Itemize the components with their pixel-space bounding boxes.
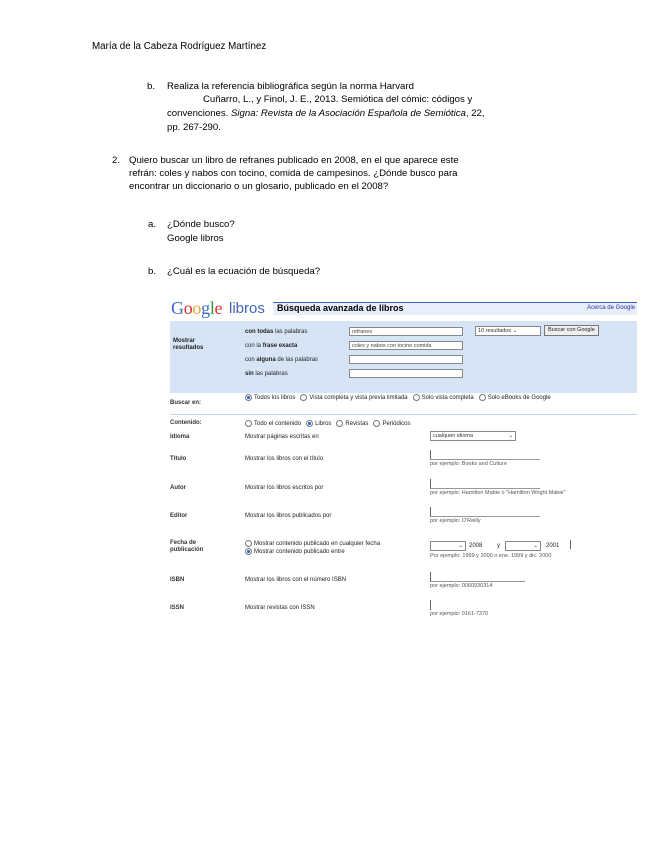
buscar-en-options: Todos los libros Vista completa y vista previa limitada Solo vista completa Solo eBooks de Google — [245, 394, 635, 402]
libros-wordmark: libros — [229, 300, 265, 317]
chevron-down-icon: ⌄ — [458, 543, 463, 549]
to-year[interactable]: 2001 — [546, 543, 560, 549]
chevron-down-icon: ⌄ — [508, 433, 513, 439]
reference-volume: , 22, — [465, 108, 485, 119]
question-b: ¿Cuál es la ecuación de búsqueda? — [167, 266, 321, 277]
list-marker-a: a. — [148, 219, 157, 230]
search-terms-panel — [170, 321, 637, 393]
without-words-label: sin las palabras — [245, 371, 288, 377]
idioma-text: Mostrar páginas escritas en — [245, 434, 319, 440]
list-marker-2: 2. — [112, 155, 121, 166]
title-hint: por ejemplo: Books and Culture — [430, 461, 508, 467]
titulo-label: Título — [170, 456, 187, 462]
contenido-label: Contenido: — [170, 420, 202, 426]
without-words-input[interactable] — [349, 369, 463, 378]
radio-any-date[interactable] — [245, 540, 252, 547]
google-books-screenshot — [167, 296, 637, 623]
item-b-text: Realiza la referencia bibliográfica según la norma Harvard — [167, 81, 414, 92]
radio-books[interactable] — [306, 420, 313, 427]
publisher-input[interactable] — [430, 507, 540, 517]
titulo-text: Mostrar los libros con el título — [245, 456, 324, 462]
isbn-label: ISBN — [170, 577, 185, 583]
question-2-line-3: encontrar un diccionario o un glosario, publicado en el 2008? — [129, 181, 389, 192]
reference-line-2 — [167, 108, 485, 120]
contenido-options: Todo el contenido Libros Revistas Periódicos — [245, 420, 410, 427]
autor-text: Mostrar los libros escritos por — [245, 485, 324, 491]
answer-a: Google libros — [167, 233, 224, 244]
radio-limited-preview[interactable] — [300, 394, 307, 401]
radio-ebooks[interactable] — [479, 394, 486, 401]
radio-newspapers[interactable] — [373, 420, 380, 427]
question-2-line-1: Quiero buscar un libro de refranes publicado en 2008, en el que aparece este — [129, 155, 459, 166]
question-2-line-2: refrán: coles y nabos con tocino, comida de campesinos. ¿Dónde busco para — [129, 168, 458, 179]
publisher-hint: por ejemplo: O'Reilly — [430, 518, 481, 524]
title-bar — [273, 302, 637, 315]
buscar-en-label: Buscar en: — [170, 400, 202, 406]
isbn-hint: por ejemplo: 0060930314 — [430, 583, 493, 589]
results-count-select[interactable]: 10 resultados ⌄ — [475, 326, 541, 336]
to-month-select[interactable] — [505, 541, 541, 551]
issn-input[interactable] — [430, 600, 470, 610]
radio-magazines[interactable] — [336, 420, 343, 427]
isbn-input[interactable] — [430, 572, 525, 582]
radio-all-content[interactable] — [245, 420, 252, 427]
all-words-label: con todas las palabras — [245, 329, 308, 335]
date-y-label: y — [497, 543, 500, 549]
language-select[interactable]: cualquier idioma ⌄ — [430, 431, 516, 441]
date-range-option: Mostrar contenido publicado entre — [245, 548, 345, 555]
divider — [170, 414, 637, 415]
search-button[interactable]: Buscar con Google — [544, 325, 599, 336]
chevron-down-icon: ⌄ — [512, 328, 518, 334]
any-words-input[interactable] — [349, 355, 463, 364]
google-logo: Google — [171, 298, 223, 318]
reference-plain: convenciones. — [167, 108, 229, 119]
reference-journal: Signa: Revista de la Asociación Española de Semiótica — [231, 108, 466, 119]
idioma-label: Idioma — [170, 434, 190, 440]
reference-line-1: Cuñarro, L., y Finol, J. E., 2013. Semiótica del cómic: códigos y — [203, 94, 473, 105]
page-title: Búsqueda avanzada de libros — [277, 303, 404, 313]
fecha-label-1: Fecha de — [170, 540, 197, 546]
author-name: María de la Cabeza Rodríguez Martínez — [92, 41, 267, 52]
reference-line-3: pp. 267-290. — [167, 122, 221, 133]
date-any-option: Mostrar contenido publicado en cualquier fecha — [245, 540, 380, 547]
list-marker-b: b. — [147, 81, 156, 92]
resultados-label: resultados — [173, 345, 204, 351]
exact-phrase-input[interactable]: coles y nabos con tocino comida — [349, 341, 463, 350]
radio-date-range[interactable] — [245, 548, 252, 555]
issn-text: Mostrar revistas con ISSN — [245, 605, 315, 611]
date-hint: Por ejemplo: 1999 y 2000 o ene. 1999 y dic. 2000 — [430, 553, 552, 559]
from-year[interactable]: 2008 — [469, 543, 483, 549]
chevron-down-icon: ⌄ — [533, 543, 538, 549]
question-a: ¿Dónde busco? — [167, 219, 235, 230]
fecha-label-2: publicación — [170, 547, 204, 553]
text-cursor — [570, 540, 571, 549]
from-month-select[interactable] — [430, 541, 466, 551]
any-words-label: con alguna de las palabras — [245, 357, 319, 363]
exact-phrase-label: con la frase exacta — [245, 343, 298, 349]
mostrar-label: Mostrar — [173, 338, 196, 344]
radio-all-books[interactable] — [245, 394, 252, 401]
all-words-input[interactable]: refranes — [349, 327, 463, 336]
radio-full-view[interactable] — [413, 394, 420, 401]
issn-hint: por ejemplo: 0161-7370 — [430, 611, 489, 617]
editor-label: Editor — [170, 513, 188, 519]
about-google-link[interactable]: Acerca de Google — [586, 305, 635, 311]
autor-label: Autor — [170, 485, 186, 491]
editor-text: Mostrar los libros publicados por — [245, 513, 332, 519]
list-marker-b2: b. — [148, 266, 157, 277]
author-input[interactable] — [430, 479, 540, 489]
author-hint: por ejemplo: Hamilton Mabie o "Hamilton Wright Mabie" — [430, 490, 566, 496]
issn-label: ISSN — [170, 605, 185, 611]
isbn-text: Mostrar los libros con el número ISBN — [245, 577, 347, 583]
title-input[interactable] — [430, 450, 540, 460]
